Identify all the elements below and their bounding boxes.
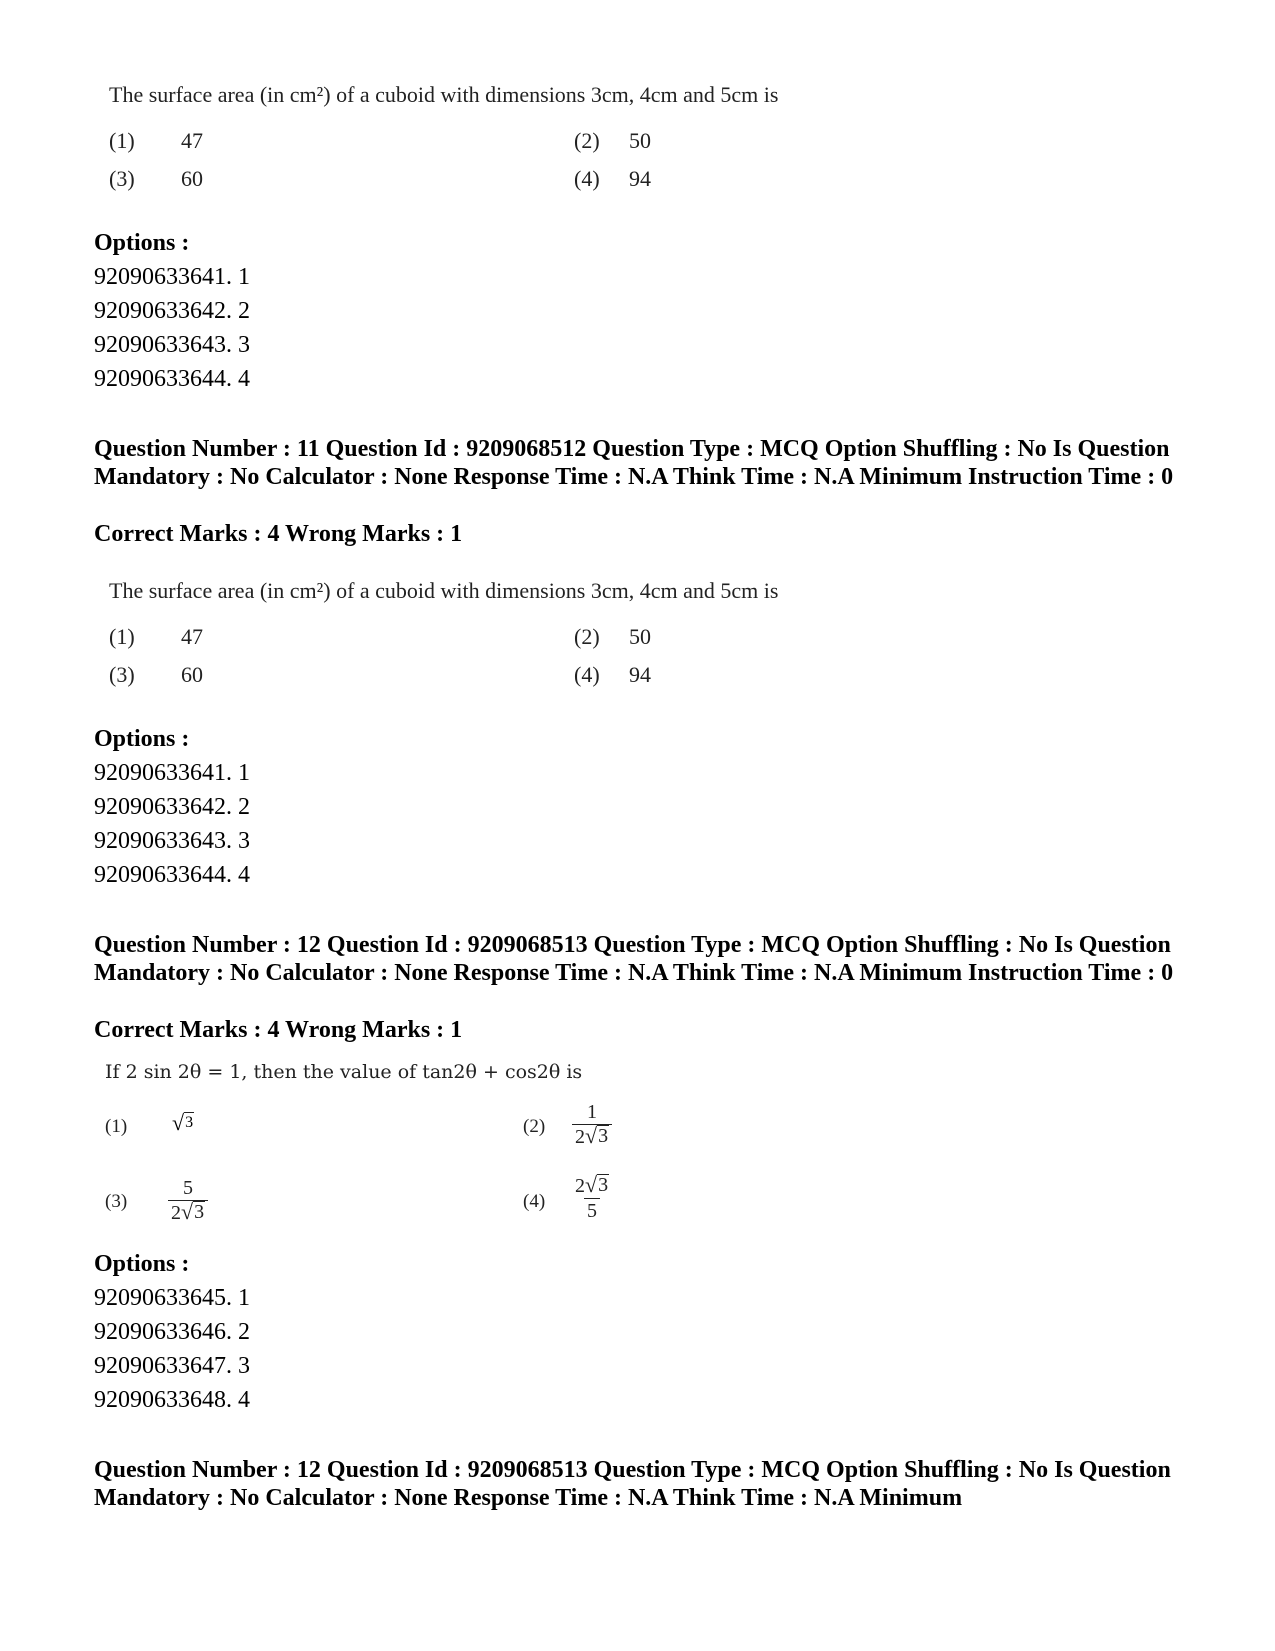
options-heading: Options : [94, 230, 190, 256]
option-line: 92090633646. 2 [94, 1319, 250, 1345]
choice-value: 94 [629, 166, 651, 191]
option-line: 92090633644. 4 [94, 862, 250, 888]
question-stem: If 2 sin 2θ = 1, then the value of tan2θ + cos2θ is [105, 1061, 583, 1083]
numerator: 1 [587, 1101, 598, 1123]
choice-label: (2) [574, 624, 600, 649]
options-heading: Options : [94, 1251, 190, 1277]
option-line: 92090633641. 1 [94, 264, 250, 290]
choice-value: 47 [181, 624, 203, 649]
choice-label: (3) [105, 1191, 128, 1212]
sqrt-sign: √ [181, 1199, 194, 1224]
choice-value: 50 [629, 128, 651, 153]
sqrt-sign: √ [172, 1110, 185, 1135]
numerator [572, 1174, 612, 1198]
radicand: 3 [185, 1114, 194, 1131]
fraction [572, 1174, 612, 1223]
choice-value: 47 [181, 128, 203, 153]
coefficient: 2 [575, 1175, 585, 1197]
choice-value: 50 [629, 624, 651, 649]
option-line: 92090633641. 1 [94, 760, 250, 786]
sqrt-sign: √ [585, 1172, 598, 1197]
question-header: Question Number : 12 Question Id : 9209068513 Question Type : MCQ Option Shuffling : No Is Question Mandatory : No Calculator : None Response Time : N.A Think Time : N.A Minimum Instruction Time : 0 [94, 932, 1174, 986]
choice-label: (3) [109, 662, 135, 687]
choice-value: 60 [181, 662, 203, 687]
sqrt-expression [181, 1201, 205, 1223]
option-line: 92090633642. 2 [94, 794, 250, 820]
sqrt-sign: √ [585, 1123, 598, 1148]
sqrt-expression [172, 1112, 194, 1134]
choice-label: (4) [523, 1191, 546, 1212]
marks-line: Correct Marks : 4 Wrong Marks : 1 [94, 521, 463, 547]
choice-label: (2) [574, 128, 600, 153]
option-line: 92090633648. 4 [94, 1387, 250, 1413]
fraction [168, 1176, 208, 1225]
radicand: 3 [194, 1201, 205, 1223]
choice-value: 94 [629, 662, 651, 687]
radicand: 3 [598, 1174, 609, 1196]
sqrt-expression [585, 1125, 609, 1147]
coefficient: 2 [575, 1126, 585, 1148]
choice-label: (1) [109, 624, 135, 649]
option-line: 92090633643. 3 [94, 828, 250, 854]
question-stem: The surface area (in cm²) of a cuboid with dimensions 3cm, 4cm and 5cm is [109, 578, 779, 603]
denominator: 5 [584, 1198, 600, 1223]
options-list [94, 756, 250, 892]
denominator [572, 1124, 612, 1149]
choice-value: 60 [181, 166, 203, 191]
question-stem: The surface area (in cm²) of a cuboid with dimensions 3cm, 4cm and 5cm is [109, 82, 779, 107]
option-line: 92090633642. 2 [94, 298, 250, 324]
option-line: 92090633643. 3 [94, 332, 250, 358]
radicand: 3 [598, 1125, 609, 1147]
question-header: Question Number : 12 Question Id : 9209068513 Question Type : MCQ Option Shuffling : No Is Question Mandatory : No Calculator : None Response Time : N.A Think Time : N.A Minimum [94, 1457, 1171, 1511]
fraction [572, 1100, 612, 1149]
coefficient: 2 [171, 1202, 181, 1224]
choice-label: (4) [574, 166, 600, 191]
option-line: 92090633645. 1 [94, 1285, 250, 1311]
option-line: 92090633647. 3 [94, 1353, 250, 1379]
options-list [94, 1281, 250, 1417]
choice-label: (1) [105, 1116, 128, 1137]
sqrt-expression [585, 1174, 609, 1196]
question-header: Question Number : 11 Question Id : 9209068512 Question Type : MCQ Option Shuffling : No Is Question Mandatory : No Calculator : None Response Time : N.A Think Time : N.A Minimum Instruction Time : 0 [94, 436, 1174, 490]
choice-label: (2) [523, 1116, 546, 1137]
choice-label: (4) [574, 662, 600, 687]
marks-line: Correct Marks : 4 Wrong Marks : 1 [94, 1017, 463, 1043]
option-line: 92090633644. 4 [94, 366, 250, 392]
numerator: 5 [183, 1177, 194, 1199]
denominator [168, 1200, 208, 1225]
options-list [94, 260, 250, 396]
choice-label: (1) [109, 128, 135, 153]
options-heading: Options : [94, 726, 190, 752]
choice-value-sqrt3 [172, 1112, 194, 1135]
choice-label: (3) [109, 166, 135, 191]
